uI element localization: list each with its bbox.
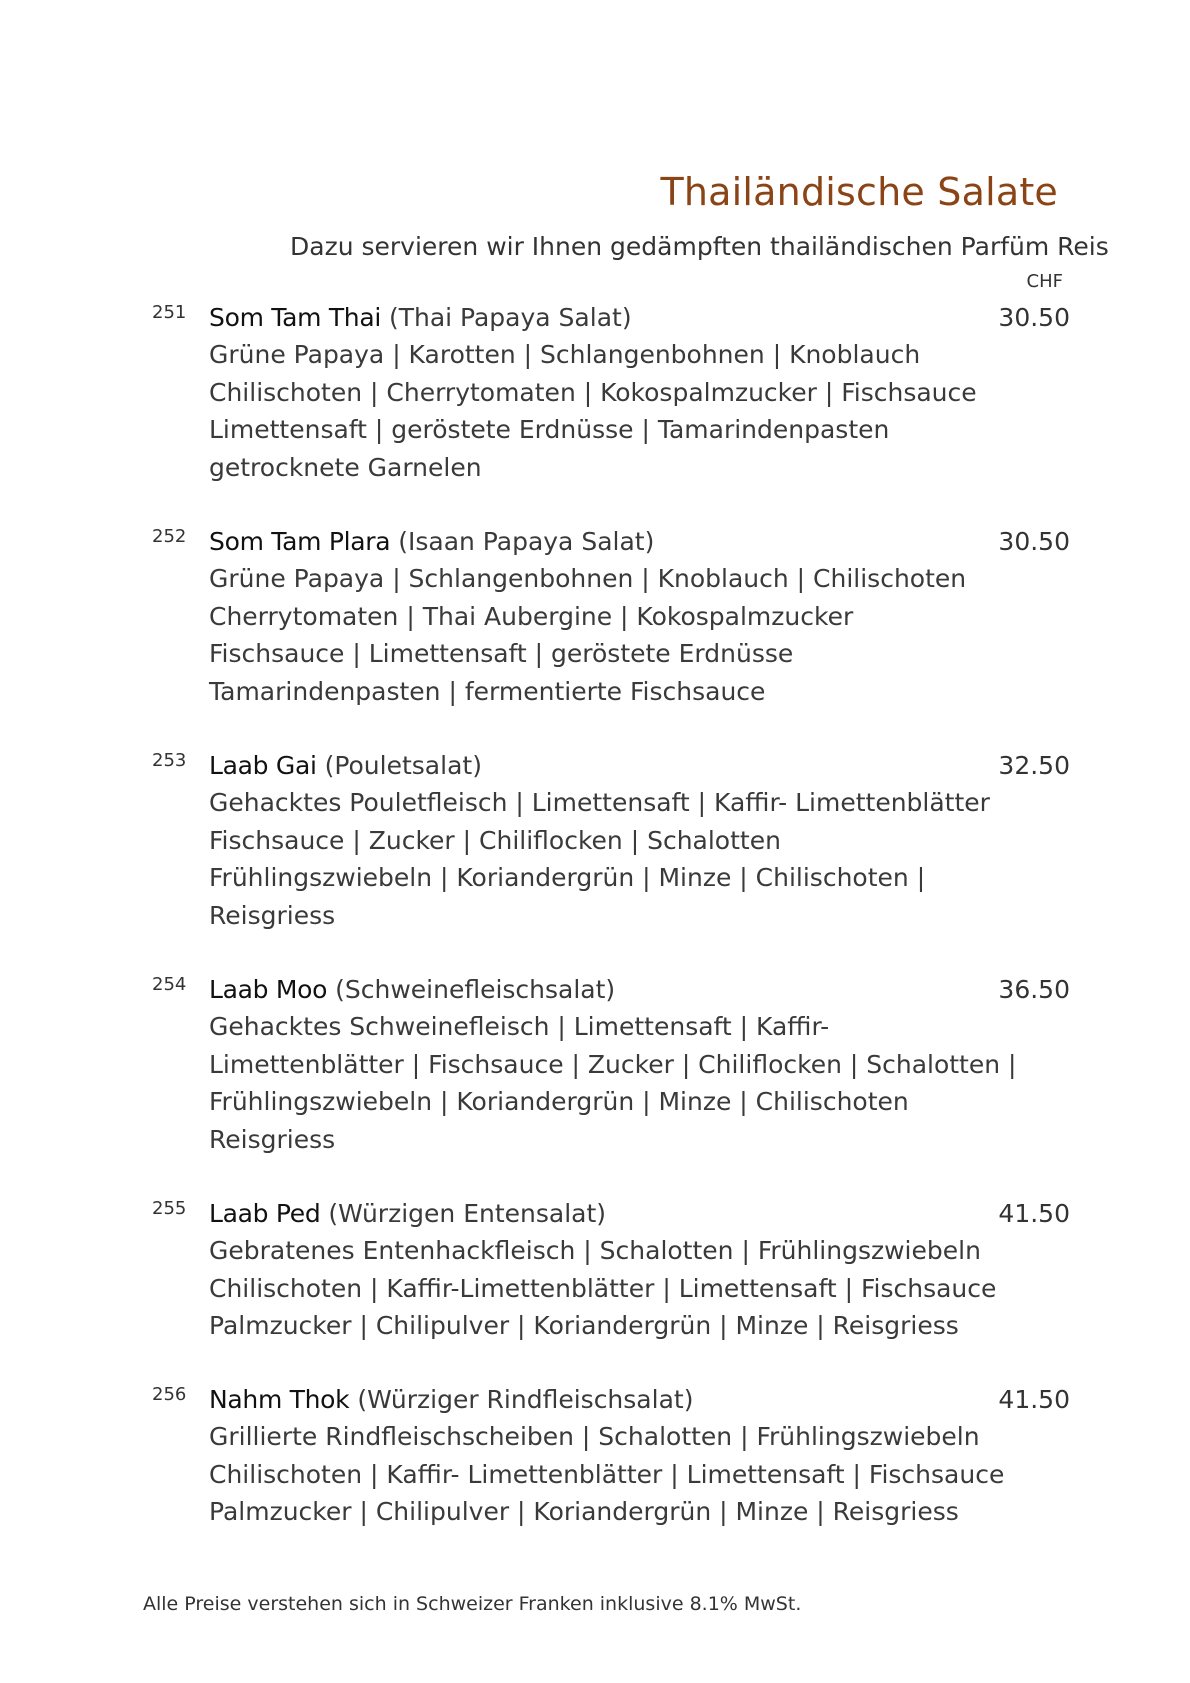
item-name: Som Tam Plara (209, 527, 391, 556)
menu-item (0, 972, 1190, 1196)
item-number: 256 (152, 1384, 187, 1405)
ingredient-line: Limettenblätter | Fischsauce | Zucker | Chiliflocken | Schalotten | (209, 1049, 1017, 1079)
ingredient-line: Palmzucker | Chilipulver | Koriandergrün | Minze | Reisgriess (209, 1311, 959, 1340)
item-ingredients (209, 1232, 997, 1345)
item-heading (209, 524, 654, 560)
item-ingredients (209, 560, 969, 710)
item-price: 30.50 (998, 303, 1070, 332)
item-description: (Isaan Papaya Salat) (398, 527, 655, 556)
ingredient-line: Limettensaft | geröstete Erdnüsse | Tamarindenpasten (209, 415, 890, 444)
item-description: (Thai Papaya Salat) (388, 303, 632, 332)
item-heading (209, 300, 632, 336)
menu-item (0, 1382, 1190, 1568)
footer-note: Alle Preise verstehen sich in Schweizer Franken inklusive 8.1% MwSt. (143, 1593, 802, 1615)
item-price: 41.50 (998, 1199, 1070, 1228)
ingredient-line: Gehacktes Schweinefleisch | Limettensaft | Kaffir- (209, 1012, 830, 1041)
item-heading (209, 1196, 606, 1232)
item-description: (Pouletsalat) (324, 751, 482, 780)
ingredient-line: Gebratenes Entenhackfleisch | Schalotten | Frühlingszwiebeln (209, 1236, 981, 1265)
ingredient-line: Frühlingszwiebeln | Koriandergrün | Minze | Chilischoten (209, 1087, 909, 1116)
item-number: 251 (152, 302, 187, 323)
item-ingredients (209, 784, 990, 934)
menu-item (0, 300, 1190, 524)
item-price: 32.50 (998, 751, 1070, 780)
ingredient-line: Chilischoten | Kaffir-Limettenblätter | Limettensaft | Fischsauce (209, 1273, 997, 1303)
ingredient-line: Grillierte Rindfleischscheiben | Schalotten | Frühlingszwiebeln (209, 1422, 980, 1451)
item-description: (Würziger Rindfleischsalat) (357, 1385, 694, 1414)
page-title: Thailändische Salate (660, 170, 1058, 215)
item-name: Laab Ped (209, 1199, 321, 1228)
menu-item (0, 1196, 1190, 1382)
item-number: 252 (152, 526, 187, 547)
ingredient-line: Grüne Papaya | Karotten | Schlangenbohnen | Knoblauch (209, 340, 921, 369)
ingredient-line: getrocknete Garnelen (209, 452, 482, 482)
item-name: Som Tam Thai (209, 303, 381, 332)
item-number: 254 (152, 974, 187, 995)
currency-label: CHF (1026, 271, 1063, 292)
item-heading (209, 748, 482, 784)
ingredient-line: Cherrytomaten | Thai Aubergine | Kokospalmzucker (209, 601, 854, 631)
item-name: Laab Gai (209, 751, 317, 780)
ingredient-line: Palmzucker | Chilipulver | Koriandergrün | Minze | Reisgriess (209, 1497, 959, 1526)
item-heading (209, 1382, 693, 1418)
ingredient-line: Gehacktes Pouletfleisch | Limettensaft | Kaffir- Limettenblätter (209, 788, 990, 817)
ingredient-line: Chilischoten | Kaffir- Limettenblätter | Limettensaft | Fischsauce (209, 1459, 1005, 1489)
item-ingredients (209, 1008, 1017, 1158)
item-description: (Würzigen Entensalat) (328, 1199, 607, 1228)
subtitle: Dazu servieren wir Ihnen gedämpften thailändischen Parfüm Reis (290, 232, 1109, 261)
ingredient-line: Tamarindenpasten | fermentierte Fischsauce (209, 676, 766, 706)
ingredient-line: Grüne Papaya | Schlangenbohnen | Knoblauch | Chilischoten (209, 564, 967, 593)
menu-list (0, 300, 1190, 1568)
ingredient-line: Frühlingszwiebeln | Koriandergrün | Minze | Chilischoten | (209, 863, 926, 892)
item-heading (209, 972, 615, 1008)
item-number: 253 (152, 750, 187, 771)
ingredient-line: Chilischoten | Cherrytomaten | Kokospalmzucker | Fischsauce (209, 377, 977, 407)
menu-item (0, 524, 1190, 748)
item-price: 30.50 (998, 527, 1070, 556)
item-price: 36.50 (998, 975, 1070, 1004)
menu-item (0, 748, 1190, 972)
item-name: Laab Moo (209, 975, 328, 1004)
ingredient-line: Fischsauce | Zucker | Chiliflocken | Schalotten (209, 825, 781, 855)
item-ingredients (209, 336, 977, 486)
item-price: 41.50 (998, 1385, 1070, 1414)
ingredient-line: Reisgriess (209, 900, 336, 930)
item-number: 255 (152, 1198, 187, 1219)
ingredient-line: Fischsauce | Limettensaft | geröstete Erdnüsse (209, 639, 794, 668)
item-name: Nahm Thok (209, 1385, 350, 1414)
ingredient-line: Reisgriess (209, 1124, 336, 1154)
item-ingredients (209, 1418, 1005, 1531)
item-description: (Schweinefleischsalat) (335, 975, 616, 1004)
